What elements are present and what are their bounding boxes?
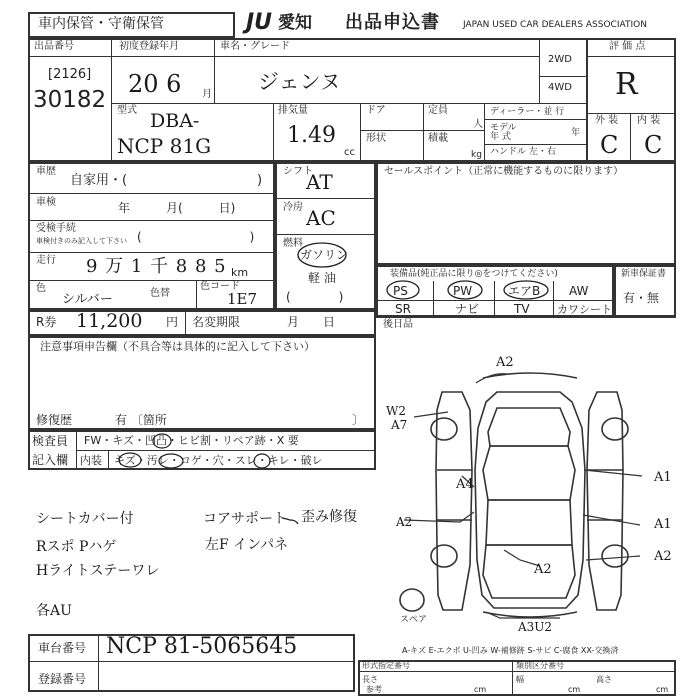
circle-gasoline [298,243,349,267]
warranty-label: 新車保証書 [621,269,667,279]
interior-label: 内装 [80,454,102,467]
logo-pref: 愛知 [278,13,312,33]
car-diagram [400,373,642,618]
length-label: 長さ [362,675,378,684]
repair-close: 〕 [352,413,365,427]
circle-scuff [254,454,270,468]
drive-2wd: 2WD [548,54,572,65]
format-number-label: 形式指定番号 [362,661,410,670]
warranty-value: 有・無 [623,291,660,305]
shift-label: シフト [283,166,313,177]
mark-a3u2: A3U2 [518,620,553,634]
lot-number: 30182 [33,87,107,113]
mark-a1-right-front: A1 [654,470,672,485]
mark-a2-left: A2 [396,515,413,529]
inspection-value: 年 月( 日) [118,201,236,215]
note-each-au: 各AU [36,603,72,619]
form-title: 出品申込書 [345,12,440,33]
model-line2: NCP 81G [117,134,212,158]
exterior-check-row: FW・キズ・凹凸・ヒビ割・リペア跡・X 要 [84,434,299,447]
notes-label: 注意事項申告欄（不具合等は具体的に記入して下さい） [40,340,315,353]
spare-label: スペア [400,615,428,625]
wheel-front-right [602,418,628,440]
cooling-value: AC [306,206,336,230]
mark-a2-front: A2 [496,355,514,370]
drive-4wd: 4WD [548,82,572,93]
pending-label: 受検手続 [36,223,76,234]
recycle-value: 11,200 [76,310,143,332]
equipment-navi: ナビ [455,302,480,316]
model-line1: DBA- [150,110,200,132]
history-value: 自家用・( [70,173,128,188]
mark-a2-right-side: A2 [654,549,672,564]
car-windshield [483,446,575,500]
width-unit: cm [568,685,581,694]
repair-value: 有 〔箇所 [115,413,167,427]
color-label: 色 [36,283,46,294]
damage-legend: A-キズ E-エクボ U-凹み W-補修跡 S-サビ C-腐食 XX-交換済 [402,646,619,655]
pending-value: ( ) [137,230,255,244]
load-label: 積載 [428,133,448,144]
chassis-number: NCP 81-5065645 [106,634,298,659]
mileage-value: 9 万 1 千 8 8 5 [86,256,227,277]
entry-label: 記入欄 [32,453,69,467]
lot-label: 出品番号 [34,41,74,52]
note-seat-cover: シートカバー付 [36,511,134,527]
note-core-support: コアサポート [203,511,287,527]
equipment-pw: PW [453,284,473,298]
exterior-grade: C [600,131,619,159]
shape-label: 形状 [366,133,386,144]
inspection-label: 車検 [36,197,56,208]
model-year-unit: 年 [571,128,581,138]
width-label: 幅 [516,675,524,684]
load-unit: kg [471,150,482,160]
color-code-label: 色コード [200,281,240,292]
dealer-label: ディーラー・並 行 [490,107,565,117]
wheel-rear-right [602,545,628,567]
reference-note: 参考 [366,685,382,694]
color-value: シルバー [62,292,113,307]
name-change-label: 名変期限 [192,315,241,329]
note-repaired: 歪み修復 [301,509,357,525]
first-reg-year: 20 6 [128,70,182,98]
sales-point-label: セールスポイント（正常に機能するものに限ります） [384,166,624,177]
first-reg-label: 初度登録年月 [119,41,179,52]
wheel-rear-left [431,545,457,567]
equipment-sr: SR [395,302,411,316]
note-rear-spoiler: Rスポ Pハゲ [36,539,117,555]
car-roof [486,500,572,545]
fuel-gasoline: ガソリン [300,248,349,262]
fuel-label: 燃料 [283,238,303,249]
car-name-label: 車名・グレード [220,41,290,52]
spare-wheel [400,589,424,611]
mark-a7: A7 [391,418,408,432]
capacity-label: 定員 [428,105,448,116]
recycle-unit: 円 [166,315,179,329]
class-number-label: 類別区分番号 [516,661,564,670]
circle-dent [153,434,171,448]
repair-label: 修復歴 [36,413,73,427]
length-unit: cm [474,685,487,694]
note-left-panel: 左F インパネ [205,537,289,553]
mark-a1-right-rear: A1 [654,517,672,532]
exterior-grade-label: 外 装 [595,115,619,126]
fuel-diesel: 軽 油 [308,271,336,285]
rear-items-label: 後日品 [383,319,413,330]
model-label: 型式 [117,105,137,116]
interior-check-row: キズ・汚レ・コゲ・穴・スレ・キレ・破レ [114,454,323,467]
equipment-airbag: エアB [508,284,541,298]
circle-scratch [119,453,141,467]
model-year-label: モデル 年 式 [490,123,517,143]
displacement-unit: cc [344,147,355,158]
evaluation-score: R [615,67,638,102]
height-label: 高さ [596,675,612,684]
mileage-unit: km [231,266,249,279]
car-rear-glass [483,545,575,598]
capacity-unit: 人 [473,119,483,130]
height-unit: cm [656,685,669,694]
first-reg-month-unit: 月 [202,89,212,100]
equipment-ps: PS [393,284,408,298]
storage-label: 車内保管・守衛保管 [38,16,164,32]
pending-note: 車検付きのみ記入して下さい [36,237,127,245]
name-change-value: 月 日 [287,315,336,329]
ju-logo: JU [246,10,273,35]
car-name-value: ジェンヌ [258,70,341,94]
interior-grade-label: 内 装 [637,115,661,126]
interior-grade: C [644,131,663,159]
wheel-front-left [431,418,457,440]
car-hood [488,408,570,446]
circle-dirt [159,454,183,468]
repaint-label: 色替 [150,288,170,299]
equipment-aw: AW [569,284,589,298]
cooling-label: 冷房 [283,202,303,213]
mark-a2-rear: A2 [534,562,552,577]
mark-w2: W2 [386,404,406,418]
shift-value: AT [306,170,333,194]
car-left-side [436,392,472,610]
history-close: ) [257,173,263,188]
equipment-label: 装備品(純正品に限り◎をつけてください) [390,269,558,279]
note-headlight-stay: Hライトステーワレ [36,563,160,579]
evaluation-label: 評 価 点 [609,41,646,52]
recycle-label: R券 [36,315,57,329]
chassis-label: 車台番号 [38,641,87,655]
mark-a4: A4 [456,477,474,492]
circle-pw [448,281,482,299]
lot-sub-number: [2126] [48,67,92,82]
door-label: ドア [366,105,386,116]
color-code-value: 1E7 [227,290,258,308]
car-right-side [587,392,623,610]
circle-airbag [504,281,548,299]
displacement-label: 排気量 [278,105,308,116]
handle-label: ハンドル 左・右 [490,147,556,157]
fuel-paren: ( ) [286,290,344,304]
mileage-label: 走行 [36,255,56,266]
circle-ps [387,281,419,299]
association-name: JAPAN USED CAR DEALERS ASSOCIATION [463,20,647,30]
registration-label: 登録番号 [38,672,87,686]
inspector-label: 検査員 [32,434,69,448]
history-label: 車歴 [36,166,56,177]
equipment-tv: TV [514,302,530,316]
displacement-value: 1.49 [287,123,336,148]
equipment-leather: カワシート [557,303,612,316]
